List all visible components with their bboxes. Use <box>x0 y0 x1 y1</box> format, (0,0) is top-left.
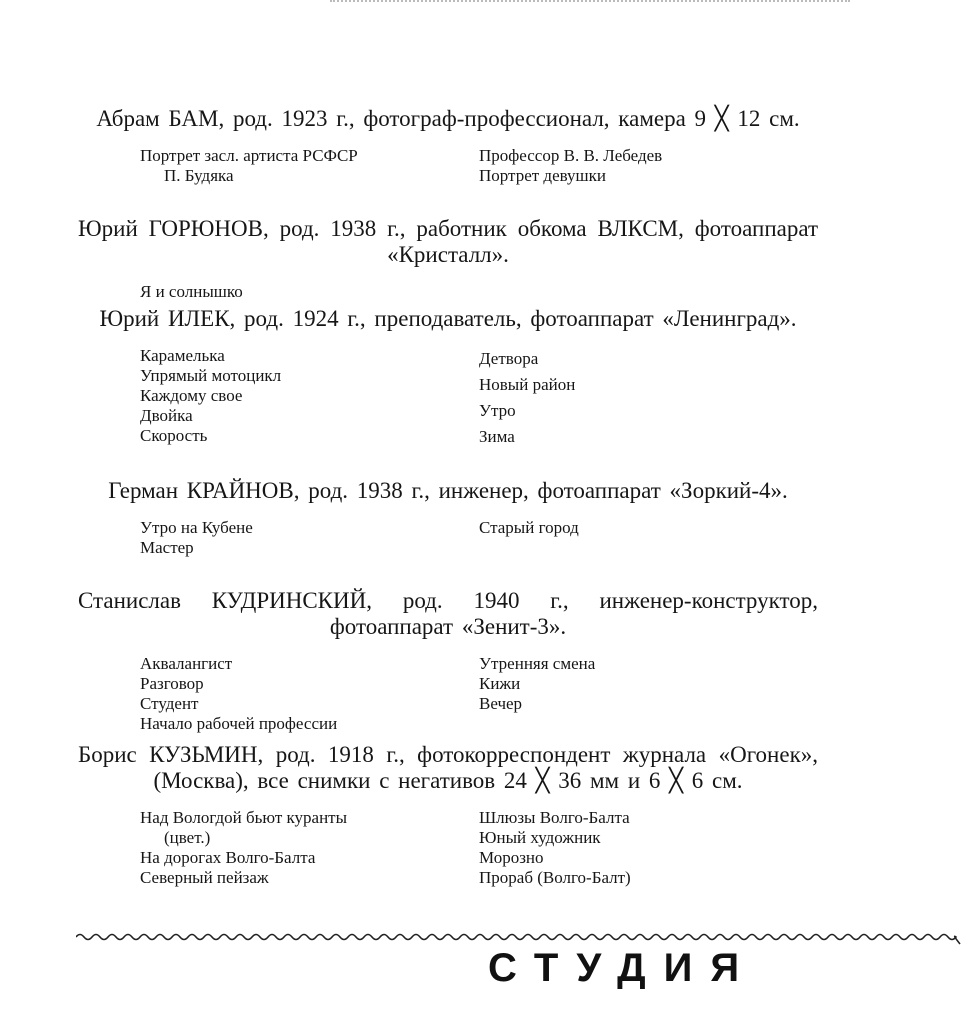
work-title: Зима <box>479 427 515 446</box>
entry-ilek <box>78 306 818 450</box>
works-left <box>140 146 479 186</box>
works-left <box>140 346 479 450</box>
work-title: Двойка <box>140 406 193 425</box>
works-left <box>140 654 479 734</box>
work-title: Детвора <box>479 349 539 368</box>
works-right <box>479 346 818 450</box>
entry-goryunov <box>78 216 818 302</box>
entry-heading: Абрам БАМ, род. 1923 г., фотограф-профессионал, камера 9 ╳ 12 см. <box>96 106 800 131</box>
entry-heading: Юрий ГОРЮНОВ, род. 1938 г., работник обкома ВЛКСМ, фотоаппарат «Кристалл». <box>78 216 818 267</box>
work-title: Утро на Кубене <box>140 518 253 537</box>
work-title: Аквалангист <box>140 654 233 673</box>
work-title: (цвет.) <box>164 828 211 847</box>
work-title: Скорость <box>140 426 208 445</box>
entry-heading: Герман КРАЙНОВ, род. 1938 г., инженер, фотоаппарат «Зоркий-4». <box>108 478 788 503</box>
works-right <box>479 282 818 302</box>
work-title: Шлюзы Волго-Балта <box>479 808 630 827</box>
work-title: Портрет девушки <box>479 166 607 185</box>
works-left <box>140 282 479 302</box>
works-list <box>140 346 818 450</box>
work-title: Над Вологдой бьют куранты <box>140 808 348 827</box>
work-title: Каждому свое <box>140 386 243 405</box>
work-title: Начало рабочей профессии <box>140 714 338 733</box>
works-list <box>140 146 818 186</box>
works-right <box>479 146 818 186</box>
work-title: На дорогах Волго-Балта <box>140 848 316 867</box>
work-title: Новый район <box>479 375 576 394</box>
works-left <box>140 518 479 558</box>
entry-heading: Станислав КУДРИНСКИЙ, род. 1940 г., инженер-конструктор, фотоаппарат «Зенит-3». <box>78 588 818 639</box>
entry-heading: Борис КУЗЬМИН, род. 1918 г., фотокорреспондент журнала «Огонек», (Москва), все снимки с негативов 24 ╳ 36 мм и 6 ╳ 6 см. <box>78 742 818 793</box>
entry-bam <box>78 106 818 186</box>
work-title: Портрет засл. артиста РСФСР <box>140 146 358 165</box>
works-list <box>140 808 818 888</box>
entry-kuzmin <box>78 742 818 888</box>
entry-kraynov <box>78 478 818 558</box>
work-title: Утро <box>479 401 516 420</box>
works-right <box>479 518 818 558</box>
work-title: Юный художник <box>479 828 601 847</box>
work-title: Утренняя смена <box>479 654 596 673</box>
work-title: Студент <box>140 694 199 713</box>
entry-kudrinsky <box>78 588 818 734</box>
work-title: Мастер <box>140 538 194 557</box>
work-title: Профессор В. В. Лебедев <box>479 146 663 165</box>
work-title: Вечер <box>479 694 523 713</box>
works-left <box>140 808 479 888</box>
work-title: Северный пейзаж <box>140 868 269 887</box>
works-right <box>479 654 818 734</box>
work-title: Я и солнышко <box>140 282 243 301</box>
wavy-divider <box>76 928 963 946</box>
works-right <box>479 808 818 888</box>
work-title: П. Будяка <box>164 166 234 185</box>
work-title: Морозно <box>479 848 544 867</box>
works-list <box>140 282 818 302</box>
works-list <box>140 518 818 558</box>
entry-heading: Юрий ИЛЕК, род. 1924 г., преподаватель, фотоаппарат «Ленинград». <box>99 306 797 331</box>
section-title-studio: СТУДИЯ <box>488 946 758 990</box>
work-title: Прораб (Волго-Балт) <box>479 868 631 887</box>
work-title: Кижи <box>479 674 521 693</box>
works-list <box>140 654 818 734</box>
work-title: Карамелька <box>140 346 225 365</box>
work-title: Старый город <box>479 518 579 537</box>
work-title: Разговор <box>140 674 204 693</box>
work-title: Упрямый мотоцикл <box>140 366 282 385</box>
